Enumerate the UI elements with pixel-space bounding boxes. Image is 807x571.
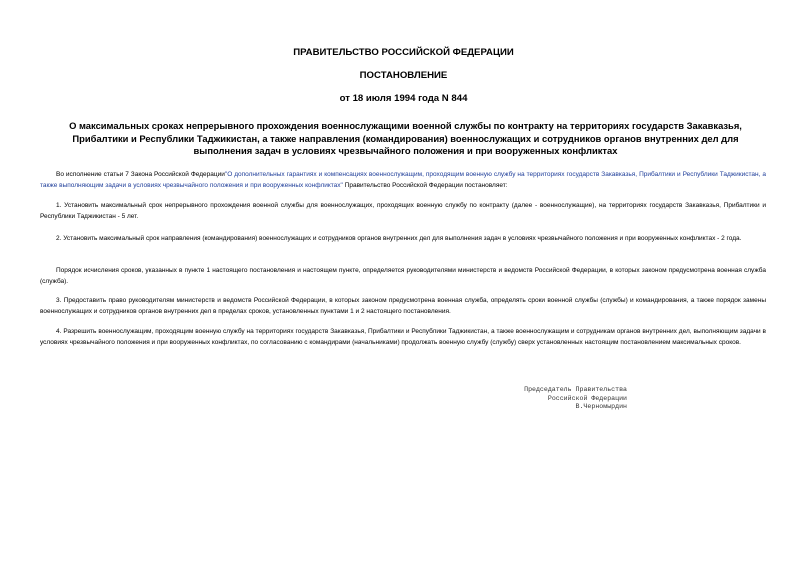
document-type: ПОСТАНОВЛЕНИЕ — [359, 70, 448, 81]
preamble-text-after: Правительство Российской Федерации постановляет: — [342, 181, 508, 189]
signature-name: В.Черномырдин — [575, 403, 627, 410]
preamble-paragraph — [40, 170, 766, 191]
paragraph-1: 1. Установить максимальный срок непрерывного прохождения военной службы для военнослужащих, проходящих военную службу по контракту (далее - военнослужащие), на территориях государств Закавказья, Прибалтики и Республики Таджикистан - 5 лет. — [40, 202, 766, 220]
paragraph-3: 3. Предоставить право руководителям министерств и ведомств Российской Федерации, в которых законом предусмотрена военная служба, определять сроки военной службы (службы) и командирования, а также порядок замены военнослужащих и сотрудников органов внутренних дел в пределах сроков, установленных пунктами 1 и 2 настоящего постановления. — [40, 297, 766, 315]
preamble-text-before: Во исполнение статьи 7 Закона Российской Федерации — [56, 171, 225, 178]
law-reference-link[interactable]: "О дополнительных гарантиях и компенсациях военнослужащим, проходящим военную службу на территориях государств Закавказья, Прибалтики и Республики Таджикистан, а также выполняющим задачи в условиях чрезвычайного положения и при вооруженных конфликтах" — [40, 171, 766, 189]
signature-block — [524, 386, 627, 412]
document-title: О максимальных сроках непрерывного прохождения военнослужащими военной службы по контракту на территориях государств Закавказья, Прибалтики и Республики Таджикистан, а также направления (командирования) военнослужащих и сотрудников органов внутренних дел для выполнения задач в условиях чрезвычайного положения и при вооруженных конфликтах — [69, 120, 742, 156]
paragraph-2-procedure: Порядок исчисления сроков, указанных в пункте 1 настоящего постановления и настоящем пункте, определяется руководителями министерств и ведомств Российской Федерации, в которых законом предусмотрена военная служба (служба). — [40, 267, 766, 285]
issuing-authority: ПРАВИТЕЛЬСТВО РОССИЙСКОЙ ФЕДЕРАЦИИ — [293, 47, 514, 58]
signature-organization: Российской Федерации — [547, 394, 627, 402]
document-date-number: от 18 июля 1994 года N 844 — [339, 93, 468, 104]
paragraph-2: 2. Установить максимальный срок направления (командирования) военнослужащих и сотрудников органов внутренних дел для выполнения задач в условиях чрезвычайного положения и при вооруженных конфликтах - 2 года. — [56, 235, 742, 242]
paragraph-4: 4. Разрешить военнослужащим, проходящим военную службу на территориях государств Закавказья, Прибалтики и Республики Таджикистан, а также военнослужащим и сотрудникам органов внутренних дел, выполняющим задачи в условиях чрезвычайного положения и при вооруженных конфликтах, по согласованию с командирами (начальниками) продолжать военную службу (службу) сверх установленных настоящим постановлением максимальных сроков. — [40, 328, 766, 346]
signature-position: Председатель Правительства — [524, 386, 627, 393]
